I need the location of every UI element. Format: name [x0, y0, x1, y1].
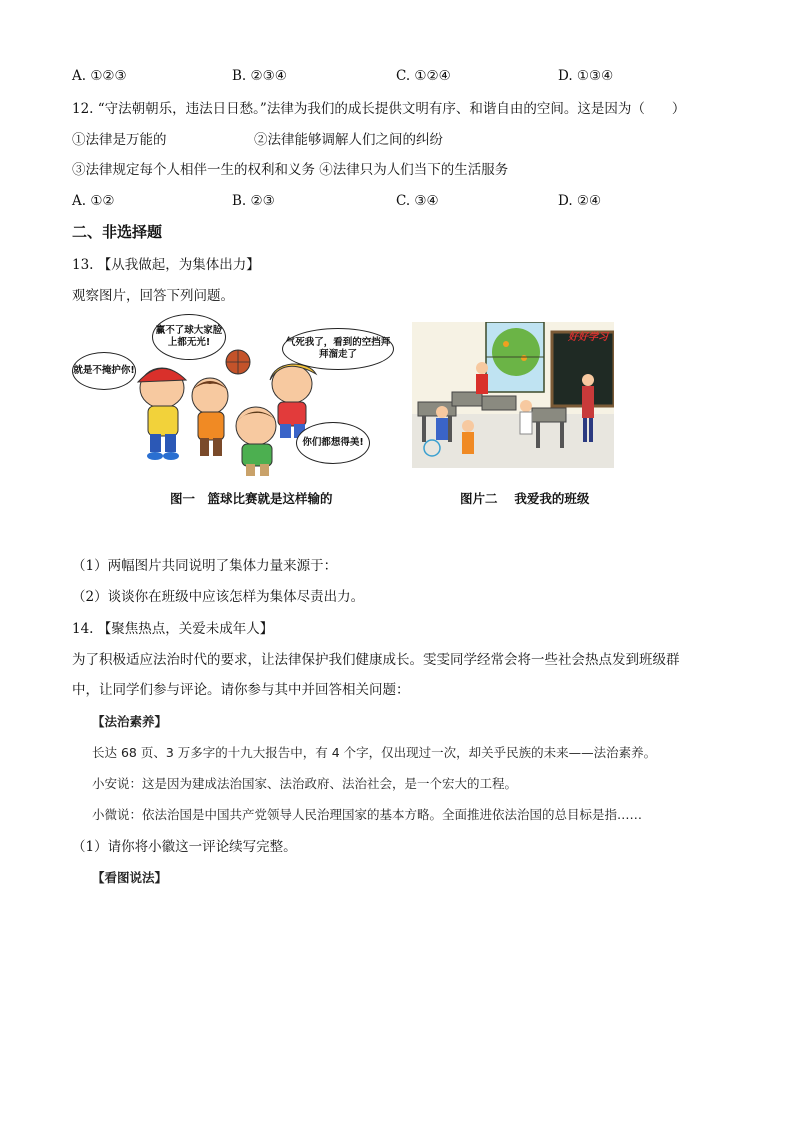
- bubble-left: 就是不掩护你!: [72, 352, 136, 390]
- bubble-bottom: 你们都想得美!: [296, 422, 370, 464]
- figure-classroom: [412, 322, 614, 468]
- q12-stem: 12. “守法朝朝乐，违法日日愁。”法律为我们的成长提供文明有序、和谐自由的空间。这是因为（ ）: [72, 101, 686, 117]
- bubble-right: 气死我了，看到的空挡拜拜溜走了: [282, 328, 394, 370]
- figure2-caption: 图片二 我爱我的班级: [460, 491, 590, 506]
- q12-item-1: ①法律是万能的: [72, 132, 167, 148]
- q11-option-d: D. ①③④: [558, 68, 614, 84]
- q14-intro-1: 为了积极适应法治时代的要求，让法律保护我们健康成长。雯雯同学经常会将一些社会热点发到班级群: [72, 652, 680, 668]
- q14-block-title: 【法治素养】: [92, 714, 168, 729]
- q14-intro-2: 中，让同学们参与评论。请你参与其中并回答相关问题：: [72, 682, 410, 698]
- q14-title: 14. 【聚焦热点，关爱未成年人】: [72, 621, 274, 637]
- q11-option-a: A. ①②③: [72, 68, 127, 84]
- q14-sub1: （1）请你将小徽这一评论续写完整。: [72, 839, 297, 855]
- q14-para-2: 小安说：这是因为建成法治国家、法治政府、法治社会，是一个宏大的工程。: [92, 776, 518, 791]
- q13-title: 13. 【从我做起，为集体出力】: [72, 257, 260, 273]
- q13-sub1: （1）两幅图片共同说明了集体力量来源于：: [72, 558, 338, 574]
- q12-option-b: B. ②③: [232, 193, 275, 209]
- q14-para-1: 长达 68 页、3 万多字的十九大报告中，有 4 个字，仅出现过一次，却关乎民族的未来——法治素养。: [92, 745, 657, 760]
- q14-block2-title: 【看图说法】: [92, 870, 168, 885]
- q13-sub2: （2）谈谈你在班级中应该怎样为集体尽责出力。: [72, 589, 365, 605]
- q11-option-c: C. ①②④: [396, 68, 451, 84]
- section-heading: 二、非选择题: [72, 223, 163, 241]
- classroom-illustration: [412, 322, 614, 468]
- q12-option-a: A. ①②: [72, 193, 115, 209]
- figure1-caption: 图一 篮球比赛就是这样输的: [170, 491, 333, 506]
- q14-para-3: 小微说：依法治国是中国共产党领导人民治理国家的基本方略。全面推进依法治国的总目标是指……: [92, 807, 643, 822]
- q11-option-b: B. ②③④: [232, 68, 287, 84]
- q12-option-d: D. ②④: [558, 193, 602, 209]
- q12-item-2: ②法律能够调解人们之间的纠纷: [254, 132, 443, 148]
- figure-basketball: [70, 318, 400, 480]
- bubble-top: 赢不了球大家脸上都无光!: [152, 314, 226, 360]
- q13-instruction: 观察图片，回答下列问题。: [72, 288, 234, 304]
- q12-item-3-4: ③法律规定每个人相伴一生的权利和义务 ④法律只为人们当下的生活服务: [72, 162, 509, 178]
- board-banner: 好好学习: [568, 332, 608, 343]
- q12-option-c: C. ③④: [396, 193, 439, 209]
